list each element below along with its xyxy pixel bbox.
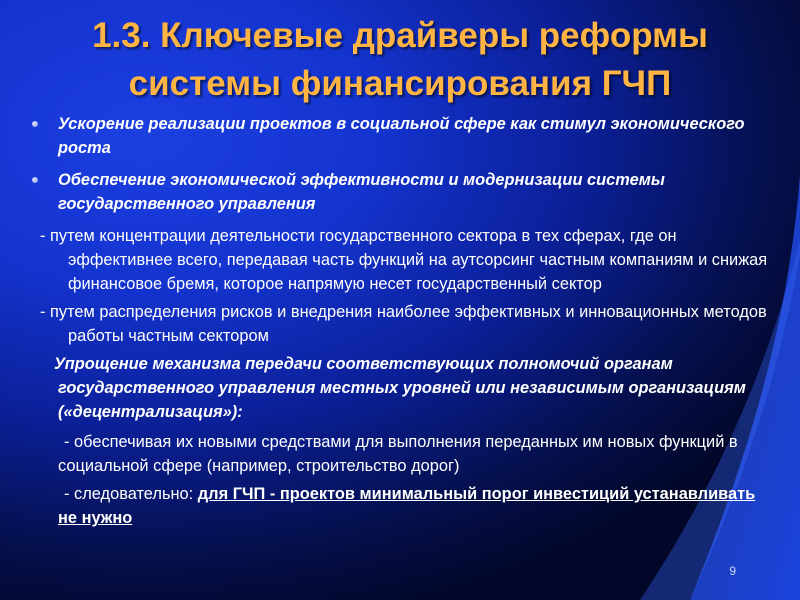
- bullet-text: Обеспечение экономической эффективности и модернизации системы государственного управления: [58, 171, 665, 213]
- bullet-item: [30, 168, 770, 216]
- page-number: 9: [729, 564, 736, 578]
- sub-point: - обеспечивая их новыми средствами для выполнения переданных им новых функций в социальной сфере (например, строительство дорог): [58, 433, 738, 475]
- title-line-2: системы финансирования ГЧП: [128, 64, 672, 103]
- page-title: [0, 12, 800, 108]
- conclusion-line: [30, 482, 770, 530]
- bullet-text: Ускорение реализации проектов в социальной сфере как стимул экономического роста: [58, 115, 745, 157]
- bullet-dot-icon: [32, 177, 38, 183]
- bullet-dot-icon: [32, 121, 38, 127]
- sub-point: - путем концентрации деятельности государственного сектора в тех сферах, где он эффективнее всего, передавая часть функций на аутсорсинг частным компаниям и снижая финансовое бремя, которое напрямую несет государственный сектор: [40, 227, 768, 293]
- bullet-item: [30, 112, 770, 160]
- slide-content: [30, 112, 770, 534]
- conclusion-underlined: для ГЧП - проектов минимальный порог инвестиций устанавливать не нужно: [58, 485, 756, 527]
- conclusion-prefix: - следовательно:: [64, 485, 198, 503]
- title-line-1: 1.3. Ключевые драйверы реформы: [92, 16, 708, 55]
- emphasis-text: Упрощение механизма передачи соответствующих полномочий органам государственного управления местных уровней или независимым организациям («децентрализация»):: [54, 355, 746, 421]
- sub-point: - путем распределения рисков и внедрения наиболее эффективных и инновационных методов работы частным сектором: [40, 303, 767, 345]
